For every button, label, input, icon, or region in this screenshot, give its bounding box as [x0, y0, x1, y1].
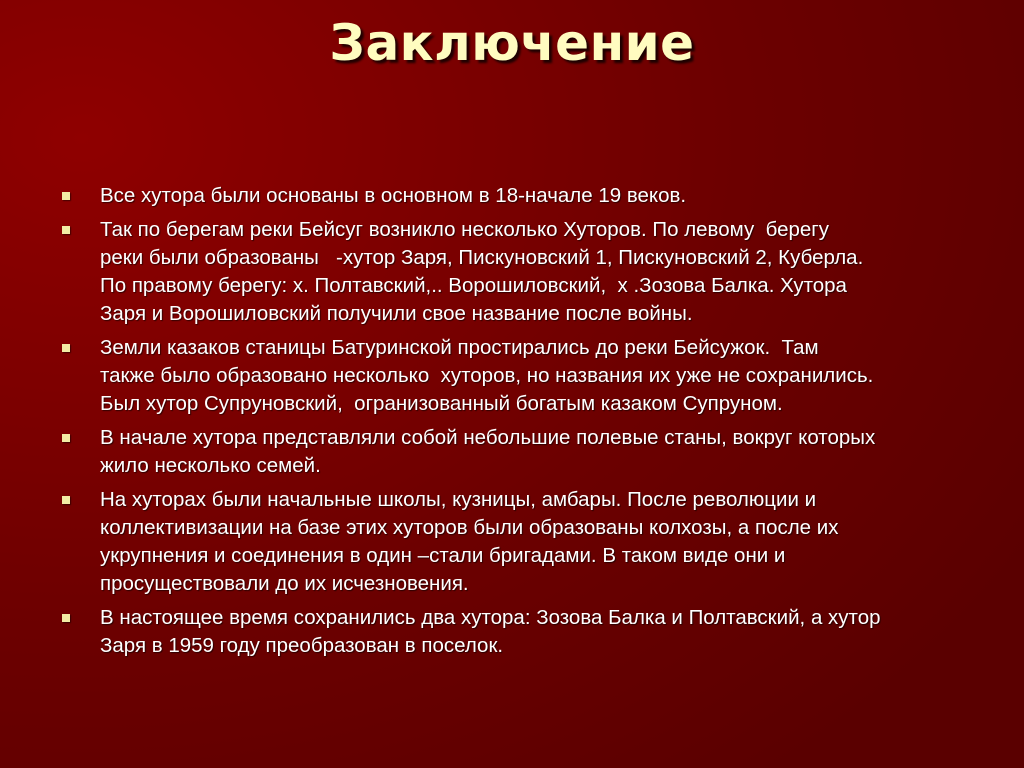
square-bullet-icon	[62, 496, 70, 504]
list-item	[60, 424, 980, 480]
bullet-text: Так по берегам реки Бейсуг возникло несколько Хуторов. По левому берегу реки были образованы -хутор Заря, Пискуновский 1, Пискуновский 2, Куберла. По правому берегу: х. Полтавский,.. Ворошиловский, х .Зозова Балка. Хутора Заря и Ворошиловский получили свое название после войны.	[100, 218, 864, 325]
square-bullet-icon	[62, 434, 70, 442]
list-item	[60, 216, 980, 328]
square-bullet-icon	[62, 192, 70, 200]
bullet-text: В начале хутора представляли собой небольшие полевые станы, вокруг которых жило несколько семей.	[100, 426, 876, 477]
bullet-text: На хуторах были начальные школы, кузницы, амбары. После революции и коллективизации на базе этих хуторов были образованы колхозы, а после их укрупнения и соединения в один –стали бригадами. В таком виде они и просуществовали до их исчезновения.	[100, 488, 839, 595]
square-bullet-icon	[62, 344, 70, 352]
square-bullet-icon	[62, 614, 70, 622]
bullet-text: В настоящее время сохранились два хутора: Зозова Балка и Полтавский, а хутор Заря в 1959 году преобразован в поселок.	[100, 606, 881, 657]
list-item	[60, 182, 980, 210]
list-item	[60, 486, 980, 598]
bullet-text: Земли казаков станицы Батуринской простирались до реки Бейсужок. Там также было образовано несколько хуторов, но названия их уже не сохранились. Был хутор Супруновский, огранизованный богатым казаком Супруном.	[100, 336, 874, 415]
list-item	[60, 604, 980, 660]
bullet-text: Все хутора были основаны в основном в 18-начале 19 веков.	[100, 184, 687, 207]
slide-title: Заключение	[329, 14, 695, 72]
list-item	[60, 334, 980, 418]
square-bullet-icon	[62, 226, 70, 234]
bullet-list	[60, 182, 980, 666]
